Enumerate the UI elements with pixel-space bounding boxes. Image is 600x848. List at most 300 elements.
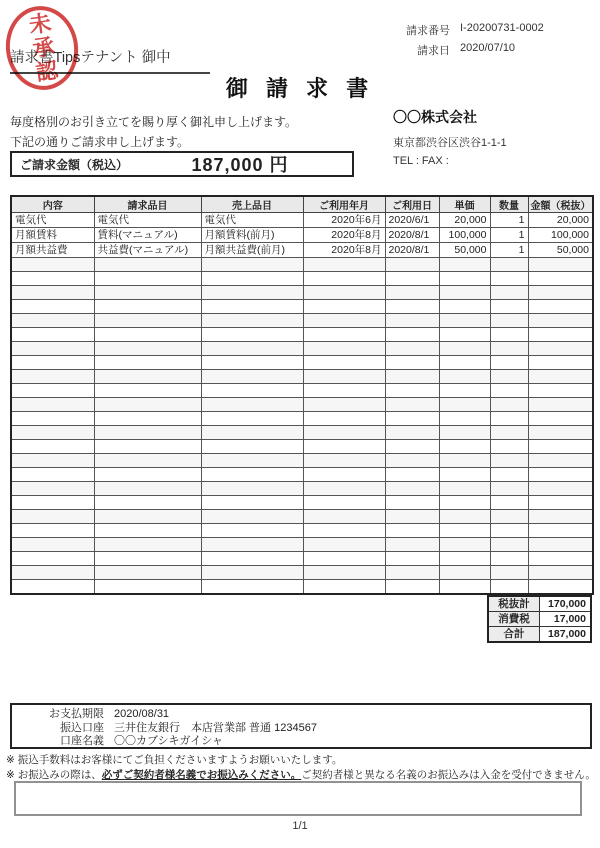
table-cell: [385, 440, 439, 454]
table-cell: [201, 566, 303, 580]
table-cell: 20,000: [528, 213, 593, 228]
table-cell: [528, 412, 593, 426]
unapproved-stamp-label: 未承認: [25, 10, 60, 86]
table-cell: [528, 566, 593, 580]
table-empty-row: [11, 356, 593, 370]
table-cell: 電気代: [201, 213, 303, 228]
table-cell: [439, 566, 490, 580]
table-cell: [303, 370, 385, 384]
table-cell: [303, 468, 385, 482]
table-cell: [439, 496, 490, 510]
table-cell: [528, 258, 593, 272]
column-header-1: 請求品目: [94, 196, 201, 213]
table-cell: [94, 328, 201, 342]
billed-amount-value: 187,000 円: [191, 155, 289, 175]
table-cell: [11, 468, 94, 482]
table-cell: [439, 468, 490, 482]
totals-label: 合計: [488, 626, 540, 642]
table-cell: [490, 482, 528, 496]
table-cell: [528, 398, 593, 412]
table-cell: [201, 398, 303, 412]
issuer-address: 東京都渋谷区渋谷1-1-1: [393, 137, 507, 149]
table-cell: [201, 272, 303, 286]
table-cell: 2020/6/1: [385, 213, 439, 228]
table-cell: [11, 538, 94, 552]
totals-row: [488, 596, 591, 612]
table-cell: [385, 258, 439, 272]
table-cell: [11, 300, 94, 314]
table-cell: [528, 580, 593, 594]
payment-label: お支払期限: [49, 708, 104, 720]
table-cell: [201, 412, 303, 426]
table-cell: [490, 510, 528, 524]
payment-row: [12, 708, 590, 722]
table-cell: [385, 370, 439, 384]
table-cell: [528, 552, 593, 566]
table-cell: 月額共益費: [11, 243, 94, 258]
table-cell: [439, 552, 490, 566]
table-cell: [385, 580, 439, 594]
table-cell: 月額賃料(前月): [201, 228, 303, 243]
table-cell: [201, 328, 303, 342]
table-cell: [385, 272, 439, 286]
table-cell: 50,000: [528, 243, 593, 258]
table-cell: [303, 580, 385, 594]
table-cell: [201, 426, 303, 440]
table-cell: [385, 468, 439, 482]
issuer-company-name: 〇〇株式会社: [393, 109, 477, 125]
table-empty-row: [11, 440, 593, 454]
table-cell: [11, 272, 94, 286]
table-cell: [439, 356, 490, 370]
table-cell: 2020/8/1: [385, 228, 439, 243]
table-empty-row: [11, 328, 593, 342]
table-cell: [439, 286, 490, 300]
table-cell: [11, 524, 94, 538]
table-cell: [201, 454, 303, 468]
table-cell: [94, 566, 201, 580]
table-cell: [439, 398, 490, 412]
totals-table: [487, 595, 592, 643]
note-2-prefix: ※ お振込みの際は、: [6, 769, 102, 781]
table-cell: [11, 370, 94, 384]
table-cell: [528, 524, 593, 538]
table-cell: [490, 272, 528, 286]
table-cell: [11, 258, 94, 272]
table-cell: [94, 286, 201, 300]
column-header-3: ご利用年月: [303, 196, 385, 213]
table-cell: 2020年8月: [303, 243, 385, 258]
table-cell: [439, 454, 490, 468]
table-cell: [439, 300, 490, 314]
table-cell: [439, 412, 490, 426]
table-cell: [303, 300, 385, 314]
table-empty-row: [11, 300, 593, 314]
table-cell: [303, 426, 385, 440]
table-cell: [94, 300, 201, 314]
invoice-meta: [388, 22, 544, 58]
table-empty-row: [11, 342, 593, 356]
table-cell: [490, 496, 528, 510]
table-cell: [303, 566, 385, 580]
table-empty-row: [11, 552, 593, 566]
table-empty-row: [11, 468, 593, 482]
table-cell: [439, 370, 490, 384]
table-cell: [201, 552, 303, 566]
table-cell: [11, 384, 94, 398]
issuer-block: [393, 107, 507, 167]
table-cell: [385, 384, 439, 398]
table-cell: [439, 538, 490, 552]
table-cell: [490, 538, 528, 552]
table-empty-row: [11, 524, 593, 538]
invoice-number-label: 請求番号: [406, 25, 450, 37]
table-cell: [528, 300, 593, 314]
table-cell: [385, 552, 439, 566]
table-cell: [94, 454, 201, 468]
table-cell: [385, 510, 439, 524]
invoice-date-value: 2020/07/10: [460, 42, 516, 54]
table-cell: [201, 496, 303, 510]
table-cell: [528, 454, 593, 468]
table-cell: [385, 356, 439, 370]
table-cell: [201, 356, 303, 370]
table-cell: [528, 314, 593, 328]
table-cell: [490, 300, 528, 314]
greeting-text: [10, 112, 297, 152]
table-cell: [439, 272, 490, 286]
table-cell: [11, 314, 94, 328]
table-empty-row: [11, 258, 593, 272]
table-cell: 1: [490, 243, 528, 258]
table-cell: [439, 258, 490, 272]
table-cell: [201, 524, 303, 538]
table-cell: [528, 426, 593, 440]
table-cell: [490, 580, 528, 594]
column-header-6: 数量: [490, 196, 528, 213]
note-2-suffix: ご契約者様と異なる名義のお振込みは入金を受付できません。: [301, 769, 596, 781]
table-cell: [201, 538, 303, 552]
table-cell: [528, 328, 593, 342]
table-cell: [439, 524, 490, 538]
table-header: [11, 196, 593, 213]
table-cell: 1: [490, 213, 528, 228]
table-cell: [439, 440, 490, 454]
table-cell: 100,000: [528, 228, 593, 243]
table-cell: [303, 398, 385, 412]
notes-block: [6, 753, 596, 783]
table-cell: [490, 356, 528, 370]
table-cell: [11, 440, 94, 454]
table-cell: [201, 468, 303, 482]
table-cell: [303, 356, 385, 370]
table-cell: [528, 482, 593, 496]
table-cell: [439, 482, 490, 496]
table-cell: [528, 286, 593, 300]
table-cell: [528, 342, 593, 356]
table-cell: [303, 538, 385, 552]
table-cell: [94, 482, 201, 496]
table-empty-row: [11, 398, 593, 412]
table-cell: [11, 566, 94, 580]
table-cell: [490, 328, 528, 342]
table-cell: 50,000: [439, 243, 490, 258]
table-cell: [201, 258, 303, 272]
table-cell: [303, 482, 385, 496]
table-cell: [94, 356, 201, 370]
table-cell: [490, 384, 528, 398]
table-cell: [11, 510, 94, 524]
table-cell: [11, 342, 94, 356]
table-cell: [11, 552, 94, 566]
payment-label: 振込口座: [60, 721, 104, 734]
payment-info-box: [10, 703, 592, 749]
table-cell: [528, 538, 593, 552]
table-cell: [201, 300, 303, 314]
payment-row: [12, 735, 590, 749]
table-cell: [385, 482, 439, 496]
table-cell: [11, 580, 94, 594]
table-cell: [303, 328, 385, 342]
table-cell: 月額共益費(前月): [201, 243, 303, 258]
table-cell: [11, 398, 94, 412]
table-cell: [490, 440, 528, 454]
table-empty-row: [11, 482, 593, 496]
table-cell: [11, 482, 94, 496]
page-title: 御 請 求 書: [225, 76, 375, 101]
table-cell: [94, 440, 201, 454]
invoice-date-label: 請求日: [417, 45, 450, 57]
table-empty-row: [11, 454, 593, 468]
table-cell: [439, 426, 490, 440]
table-cell: [528, 440, 593, 454]
column-header-5: 単価: [439, 196, 490, 213]
payment-value: 〇〇カブシキガイシャ: [114, 735, 224, 747]
table-cell: [94, 412, 201, 426]
invoice-number-value: I-20200731-0002: [460, 22, 544, 34]
table-cell: [201, 482, 303, 496]
table-cell: [11, 454, 94, 468]
table-cell: [303, 552, 385, 566]
table-cell: [528, 272, 593, 286]
table-cell: 月額賃料: [11, 228, 94, 243]
table-cell: [490, 412, 528, 426]
line-items-table: [10, 195, 594, 595]
totals-row: [488, 626, 591, 642]
table-cell: [303, 258, 385, 272]
table-cell: [94, 426, 201, 440]
table-cell: [490, 258, 528, 272]
table-cell: [201, 314, 303, 328]
column-header-4: ご利用日: [385, 196, 439, 213]
table-cell: [303, 524, 385, 538]
table-row: [11, 228, 593, 243]
table-empty-row: [11, 580, 593, 594]
greeting-line-1: 毎度格別のお引き立てを賜り厚く御礼申し上げます。: [10, 115, 298, 129]
table-empty-row: [11, 286, 593, 300]
table-cell: [385, 496, 439, 510]
table-body: [11, 213, 593, 594]
table-cell: [94, 468, 201, 482]
table-cell: 2020/8/1: [385, 243, 439, 258]
table-cell: [94, 370, 201, 384]
greeting-line-2: 下記の通りご請求申し上げます。: [10, 135, 190, 149]
totals-label: 消費税: [488, 611, 540, 626]
table-cell: [439, 328, 490, 342]
table-empty-row: [11, 426, 593, 440]
table-cell: [303, 314, 385, 328]
table-cell: [528, 370, 593, 384]
table-cell: [439, 342, 490, 356]
table-cell: [201, 286, 303, 300]
table-cell: [490, 468, 528, 482]
table-cell: [11, 286, 94, 300]
table-cell: [439, 384, 490, 398]
table-cell: [490, 524, 528, 538]
table-cell: [528, 468, 593, 482]
table-cell: [94, 314, 201, 328]
table-cell: [490, 566, 528, 580]
column-header-7: 金額（税抜）: [528, 196, 593, 213]
billed-amount-box: [10, 151, 354, 177]
note-line-1: ※ 振込手数料はお客様にてご負担くださいますようお願いいたします。: [6, 754, 343, 766]
table-cell: [490, 314, 528, 328]
totals-body: [488, 596, 591, 642]
table-cell: 20,000: [439, 213, 490, 228]
table-cell: [303, 384, 385, 398]
payment-row: [12, 722, 590, 736]
table-cell: [439, 580, 490, 594]
table-row: [11, 243, 593, 258]
payment-value: 三井住友銀行 本店営業部 普通 1234567: [114, 721, 317, 734]
issuer-tel-fax: TEL : FAX :: [393, 155, 449, 167]
table-cell: 2020年6月: [303, 213, 385, 228]
totals-value: 187,000: [540, 626, 592, 642]
table-cell: [490, 398, 528, 412]
table-cell: [94, 552, 201, 566]
table-header-row: [11, 196, 593, 213]
table-cell: [11, 426, 94, 440]
table-cell: 100,000: [439, 228, 490, 243]
table-cell: [201, 342, 303, 356]
table-cell: [385, 342, 439, 356]
table-cell: [385, 538, 439, 552]
totals-label: 税抜計: [488, 596, 540, 612]
table-cell: [385, 398, 439, 412]
table-cell: [94, 384, 201, 398]
table-cell: [490, 342, 528, 356]
table-cell: [385, 412, 439, 426]
table-cell: [11, 412, 94, 426]
table-empty-row: [11, 510, 593, 524]
table-cell: [201, 580, 303, 594]
table-cell: [490, 454, 528, 468]
table-cell: [385, 566, 439, 580]
table-cell: 電気代: [94, 213, 201, 228]
payment-label: 口座名義: [60, 735, 104, 747]
table-empty-row: [11, 566, 593, 580]
table-cell: [385, 454, 439, 468]
table-cell: [490, 286, 528, 300]
table-cell: [303, 286, 385, 300]
table-empty-row: [11, 384, 593, 398]
table-cell: [385, 426, 439, 440]
table-cell: [385, 524, 439, 538]
table-cell: [528, 384, 593, 398]
table-cell: [201, 440, 303, 454]
totals-value: 17,000: [540, 611, 592, 626]
table-cell: [528, 510, 593, 524]
table-cell: [94, 524, 201, 538]
table-cell: [94, 510, 201, 524]
table-cell: [94, 272, 201, 286]
totals-row: [488, 611, 591, 626]
table-empty-row: [11, 370, 593, 384]
table-cell: [94, 580, 201, 594]
table-cell: [490, 552, 528, 566]
table-cell: [490, 426, 528, 440]
table-cell: [439, 314, 490, 328]
table-cell: 電気代: [11, 213, 94, 228]
table-cell: 2020年8月: [303, 228, 385, 243]
table-cell: [94, 398, 201, 412]
recipient-name: 請求書Tipsテナント 御中: [10, 46, 210, 74]
table-cell: [303, 510, 385, 524]
table-empty-row: [11, 496, 593, 510]
table-cell: [303, 272, 385, 286]
table-cell: [94, 538, 201, 552]
table-cell: [385, 328, 439, 342]
table-cell: [201, 510, 303, 524]
table-cell: [439, 510, 490, 524]
remarks-empty-box: [14, 781, 582, 816]
table-cell: [94, 258, 201, 272]
page-number: 1/1: [292, 820, 308, 832]
table-empty-row: [11, 412, 593, 426]
table-cell: [303, 496, 385, 510]
table-cell: [303, 440, 385, 454]
totals-value: 170,000: [540, 596, 592, 612]
payment-value: 2020/08/31: [114, 708, 170, 720]
table-cell: [385, 300, 439, 314]
table-cell: 賃料(マニュアル): [94, 228, 201, 243]
table-cell: [11, 496, 94, 510]
table-cell: [11, 356, 94, 370]
table-empty-row: [11, 314, 593, 328]
table-cell: [303, 412, 385, 426]
table-cell: [201, 384, 303, 398]
table-empty-row: [11, 272, 593, 286]
column-header-0: 内容: [11, 196, 94, 213]
table-cell: [490, 370, 528, 384]
note-2-underlined: 必ずご契約者様名義でお振込みください。: [101, 769, 302, 781]
table-cell: [201, 370, 303, 384]
table-cell: [528, 356, 593, 370]
table-cell: [11, 328, 94, 342]
line-items-zone: [10, 195, 592, 643]
table-cell: [385, 286, 439, 300]
table-cell: [94, 342, 201, 356]
table-cell: [303, 454, 385, 468]
table-cell: 共益費(マニュアル): [94, 243, 201, 258]
table-empty-row: [11, 538, 593, 552]
table-cell: [303, 342, 385, 356]
table-cell: [528, 496, 593, 510]
table-cell: [385, 314, 439, 328]
table-cell: 1: [490, 228, 528, 243]
table-cell: [94, 496, 201, 510]
column-header-2: 売上品目: [201, 196, 303, 213]
